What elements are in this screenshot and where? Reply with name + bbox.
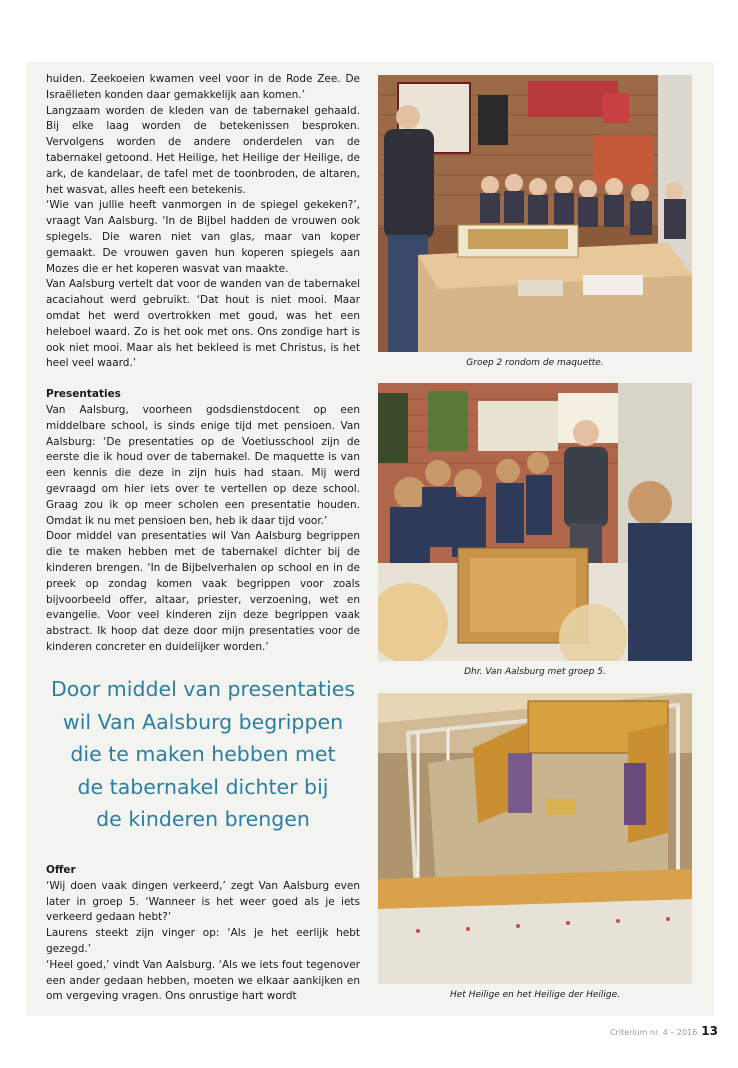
pull-quote [40, 673, 366, 836]
photo-tabernakel-maquette [378, 693, 692, 984]
paragraph: ‘Wie van jullie heeft vanmorgen in de spiegel gekeken?’, vraagt Van Aalsburg. ‘In de Bijbel hadden de vrouwen ook spiegels. Die waren niet van glas, maar van koper gemaakt. De vrouwen gaven hun koperen spiegels aan Mozes die er het koperen wasvat van maakte. [46, 199, 360, 275]
paragraph: Langzaam worden de kleden van de tabernakel gehaald. Bij elke laag worden de betekenissen besproken. Vervolgens worden de andere onderdelen van de tabernakel getoond. Het Heilige, het Heilige der Heilige, de ark, de kandelaar, de tafel met de toonbroden, de altaren, het wasvat, alles heeft een betekenis. [46, 104, 360, 196]
section-heading-offer: Offer [46, 864, 76, 876]
issue-label: Criterium nr. 4 – 2016 [609, 1028, 698, 1037]
section-heading-presentaties: Presentaties [46, 388, 121, 401]
paragraph: Laurens steekt zijn vinger op: ‘Als je het eerlijk hebt gezegd.’ [46, 927, 360, 955]
paragraph: ‘Wij doen vaak dingen verkeerd,’ zegt Van Aalsburg even later in groep 5. ‘Wanneer is het weer goed als je iets verkeerd gedaan hebt?’ [46, 879, 360, 924]
photo-caption: Het Heilige en het Heilige der Heilige. [450, 990, 620, 1000]
article-column-continued [46, 863, 360, 1005]
paragraph: ‘Heel goed,’ vindt Van Aalsburg. ‘Als we iets fout tegenover een ander gedaan hebben, moeten we elkaar aankijken en om vergeving vragen. Ons onrustige hart wordt [46, 958, 360, 1003]
page-footer [610, 1024, 718, 1038]
pull-quote-line: die te maken hebben met [70, 742, 336, 767]
pull-quote-line: Door middel van presentaties [50, 677, 356, 701]
photo-group-2-maquette [378, 75, 692, 352]
photo-van-aalsburg-groep-5 [378, 383, 692, 661]
photo-caption: Dhr. Van Aalsburg met groep 5. [464, 667, 606, 677]
paragraph: Van Aalsburg vertelt dat voor de wanden van de tabernakel acaciahout werd gebruikt. ‘Dat hout is niet mooi. Maar omdat het werd overtrokken met goud, was het een heleboel waard. Zo is het ook met ons. Ons zondige hart is ook niet mooi. Maar als het bekleed is met Christus, is het heel veel waard.’ [46, 278, 360, 370]
paragraph: Door middel van presentaties wil Van Aalsburg begrippen die te maken hebben met de tabernakel dichter bij de kinderen brengen. ‘In de Bijbelverhalen op school en in de preek op zondag komen vaak begrippen voor zoals bijvoorbeeld offer, altaar, priester, verzoening, wet en evangelie. Voor veel kinderen zijn deze begrippen vaak abstract. Ik hoop dat deze door mijn presentaties voor de kinderen concreter en duidelijker worden.’ [46, 530, 360, 653]
page-number: 13 [701, 1024, 718, 1038]
paragraph: huiden. Zeekoeien kwamen veel voor in de Rode Zee. De Israëlieten konden daar gemakkelijk aan komen.’ [46, 73, 360, 101]
photo-caption: Groep 2 rondom de maquette. [466, 358, 604, 368]
paragraph: Van Aalsburg, voorheen godsdienstdocent op een middelbare school, is sinds enige tijd met pensioen. Van Aalsburg: ‘De presentaties op de Voetiusschool zijn de eerste die ik houd over de tabernakel. De maquette is van een kennis die deze in zijn huis had staan. Mij werd gevraagd om hier iets over te vertellen op deze school. Graag zou ik op meer scholen een presentatie houden. Omdat ik nu met pensioen ben, heb ik daar tijd voor.’ [46, 403, 360, 527]
pull-quote-line: de tabernakel dichter bij [77, 774, 329, 799]
pull-quote-line: wil Van Aalsburg begrippen [62, 709, 344, 734]
article-column [46, 72, 360, 656]
pull-quote-line: de kinderen brengen [96, 807, 310, 832]
